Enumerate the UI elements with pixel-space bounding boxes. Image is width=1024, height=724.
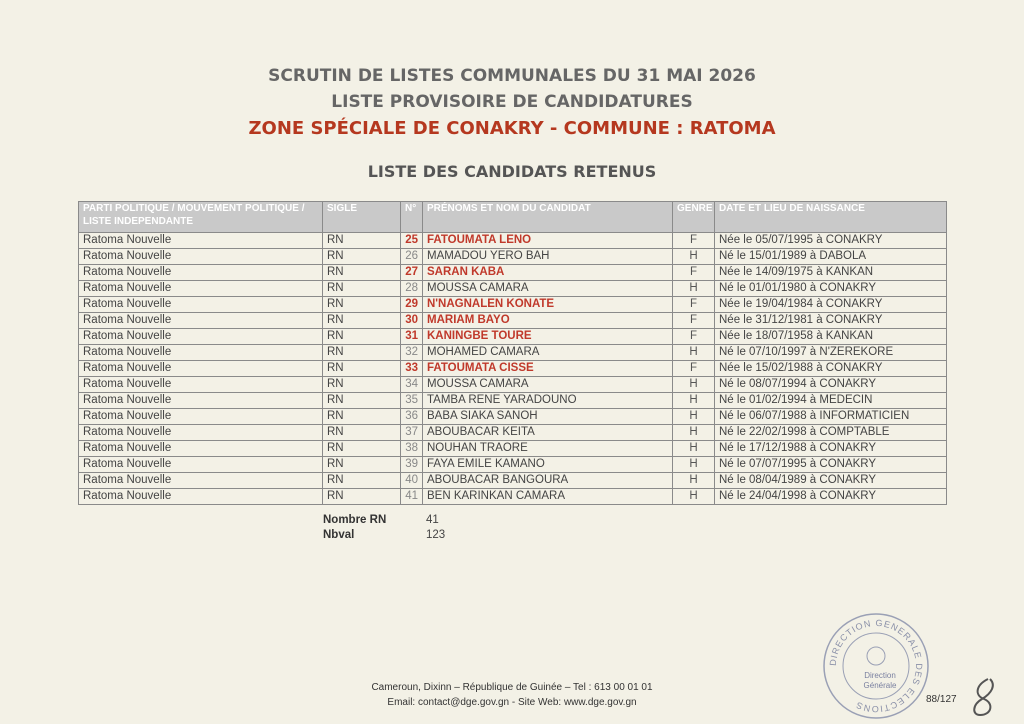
footer-address: Cameroun, Dixinn – République de Guinée – Tel : 613 00 01 01: [371, 682, 653, 693]
cell-party: Ratoma Nouvelle: [79, 377, 323, 393]
table-row: [79, 409, 947, 425]
cell-name: ABOUBACAR BANGOURA: [423, 473, 673, 489]
page-number: 88/127: [926, 694, 957, 705]
cell-number: 25: [401, 233, 423, 249]
cell-sigle: RN: [323, 329, 401, 345]
section-title: LISTE DES CANDIDATS RETENUS: [367, 162, 657, 181]
cell-birth: Née le 31/12/1981 à CONAKRY: [715, 313, 947, 329]
cell-party: Ratoma Nouvelle: [79, 361, 323, 377]
cell-name: MOUSSA CAMARA: [423, 377, 673, 393]
cell-name: BABA SIAKA SANOH: [423, 409, 673, 425]
cell-birth: Né le 17/12/1988 à CONAKRY: [715, 441, 947, 457]
cell-birth: Née le 18/07/1958 à KANKAN: [715, 329, 947, 345]
cell-birth: Né le 24/04/1998 à CONAKRY: [715, 489, 947, 505]
cell-genre: F: [673, 265, 715, 281]
cell-sigle: RN: [323, 489, 401, 505]
cell-party: Ratoma Nouvelle: [79, 265, 323, 281]
cell-number: 29: [401, 297, 423, 313]
cell-name: NOUHAN TRAORE: [423, 441, 673, 457]
cell-birth: Né le 07/07/1995 à CONAKRY: [715, 457, 947, 473]
stamp-ring-text: DIRECTION GENERALE DES ELECTIONS: [827, 617, 925, 715]
cell-sigle: RN: [323, 233, 401, 249]
cell-number: 39: [401, 457, 423, 473]
table-row: [79, 249, 947, 265]
table-row: [79, 265, 947, 281]
table-row: [79, 361, 947, 377]
cell-name: TAMBA RENE YARADOUNO: [423, 393, 673, 409]
cell-genre: H: [673, 377, 715, 393]
cell-number: 27: [401, 265, 423, 281]
cell-birth: Née le 19/04/1984 à CONAKRY: [715, 297, 947, 313]
stamp-center-line1: Direction: [864, 671, 896, 680]
cell-number: 35: [401, 393, 423, 409]
cell-party: Ratoma Nouvelle: [79, 473, 323, 489]
cell-genre: F: [673, 361, 715, 377]
cell-genre: F: [673, 297, 715, 313]
cell-sigle: RN: [323, 473, 401, 489]
summary-count-value: 41: [426, 514, 439, 526]
cell-genre: H: [673, 409, 715, 425]
cell-number: 38: [401, 441, 423, 457]
cell-number: 28: [401, 281, 423, 297]
cell-party: Ratoma Nouvelle: [79, 393, 323, 409]
table-row: [79, 457, 947, 473]
cell-number: 30: [401, 313, 423, 329]
title-zone: ZONE SPÉCIALE DE CONAKRY - COMMUNE : RATOMA: [248, 118, 776, 139]
table-row: [79, 233, 947, 249]
cell-name: BEN KARINKAN CAMARA: [423, 489, 673, 505]
cell-party: Ratoma Nouvelle: [79, 457, 323, 473]
footer-contact: Email: contact@dge.gov.gn - Site Web: www.dge.gov.gn: [387, 697, 637, 708]
cell-sigle: RN: [323, 281, 401, 297]
table-row: [79, 313, 947, 329]
cell-sigle: RN: [323, 297, 401, 313]
cell-sigle: RN: [323, 313, 401, 329]
cell-party: Ratoma Nouvelle: [79, 409, 323, 425]
cell-name: ABOUBACAR KEITA: [423, 425, 673, 441]
cell-birth: Née le 14/09/1975 à KANKAN: [715, 265, 947, 281]
cell-name: MARIAM BAYO: [423, 313, 673, 329]
cell-birth: Né le 15/01/1989 à DABOLA: [715, 249, 947, 265]
cell-name: MOHAMED CAMARA: [423, 345, 673, 361]
cell-genre: H: [673, 345, 715, 361]
col-header-party: PARTI POLITIQUE / MOUVEMENT POLITIQUE / LISTE INDEPENDANTE: [79, 202, 323, 233]
summary-nbval-label: Nbval: [323, 529, 355, 541]
cell-genre: H: [673, 393, 715, 409]
cell-party: Ratoma Nouvelle: [79, 441, 323, 457]
cell-sigle: RN: [323, 425, 401, 441]
cell-name: N'NAGNALEN KONATE: [423, 297, 673, 313]
cell-number: 32: [401, 345, 423, 361]
table-header-row: [79, 202, 947, 233]
cell-genre: H: [673, 489, 715, 505]
cell-party: Ratoma Nouvelle: [79, 425, 323, 441]
cell-genre: H: [673, 441, 715, 457]
cell-party: Ratoma Nouvelle: [79, 281, 323, 297]
cell-genre: H: [673, 457, 715, 473]
cell-birth: Né le 22/02/1998 à COMPTABLE: [715, 425, 947, 441]
candidates-table: [78, 201, 947, 505]
cell-sigle: RN: [323, 361, 401, 377]
table-row: [79, 345, 947, 361]
cell-party: Ratoma Nouvelle: [79, 249, 323, 265]
stamp-center-line2: Générale: [863, 681, 897, 690]
title-line-1: SCRUTIN DE LISTES COMMUNALES DU 31 MAI 2026: [268, 66, 756, 86]
cell-name: MAMADOU YERO BAH: [423, 249, 673, 265]
cell-name: KANINGBE TOURE: [423, 329, 673, 345]
cell-name: FAYA EMILE KAMANO: [423, 457, 673, 473]
cell-genre: H: [673, 249, 715, 265]
table-row: [79, 441, 947, 457]
cell-party: Ratoma Nouvelle: [79, 345, 323, 361]
cell-sigle: RN: [323, 409, 401, 425]
cell-sigle: RN: [323, 441, 401, 457]
cell-birth: Née le 15/02/1988 à CONAKRY: [715, 361, 947, 377]
cell-number: 36: [401, 409, 423, 425]
cell-genre: H: [673, 425, 715, 441]
cell-birth: Né le 01/02/1994 à MEDECIN: [715, 393, 947, 409]
table-row: [79, 297, 947, 313]
cell-number: 26: [401, 249, 423, 265]
col-header-genre: GENRE: [673, 202, 715, 233]
summary-nbval-value: 123: [426, 529, 446, 541]
cell-birth: Né le 08/04/1989 à CONAKRY: [715, 473, 947, 489]
cell-birth: Née le 05/07/1995 à CONAKRY: [715, 233, 947, 249]
cell-number: 31: [401, 329, 423, 345]
handwritten-signature: [966, 675, 1002, 719]
cell-birth: Né le 06/07/1988 à INFORMATICIEN: [715, 409, 947, 425]
cell-birth: Né le 08/07/1994 à CONAKRY: [715, 377, 947, 393]
cell-number: 41: [401, 489, 423, 505]
table-row: [79, 473, 947, 489]
cell-sigle: RN: [323, 377, 401, 393]
cell-name: MOUSSA CAMARA: [423, 281, 673, 297]
cell-number: 37: [401, 425, 423, 441]
cell-party: Ratoma Nouvelle: [79, 489, 323, 505]
table-row: [79, 377, 947, 393]
cell-party: Ratoma Nouvelle: [79, 313, 323, 329]
cell-party: Ratoma Nouvelle: [79, 297, 323, 313]
col-header-sigle: SIGLE: [323, 202, 401, 233]
cell-sigle: RN: [323, 393, 401, 409]
cell-genre: F: [673, 233, 715, 249]
table-row: [79, 489, 947, 505]
title-line-2: LISTE PROVISOIRE DE CANDIDATURES: [331, 92, 693, 112]
table-row: [79, 281, 947, 297]
cell-sigle: RN: [323, 265, 401, 281]
summary-count-label: Nombre RN: [323, 514, 387, 526]
cell-number: 40: [401, 473, 423, 489]
cell-name: FATOUMATA LENO: [423, 233, 673, 249]
cell-birth: Né le 07/10/1997 à N'ZEREKORE: [715, 345, 947, 361]
cell-genre: F: [673, 329, 715, 345]
col-header-birth: DATE ET LIEU DE NAISSANCE: [715, 202, 947, 233]
cell-sigle: RN: [323, 345, 401, 361]
cell-sigle: RN: [323, 457, 401, 473]
table-row: [79, 425, 947, 441]
cell-birth: Né le 01/01/1980 à CONAKRY: [715, 281, 947, 297]
cell-genre: F: [673, 313, 715, 329]
cell-sigle: RN: [323, 249, 401, 265]
cell-name: FATOUMATA CISSE: [423, 361, 673, 377]
cell-genre: H: [673, 281, 715, 297]
cell-number: 34: [401, 377, 423, 393]
cell-genre: H: [673, 473, 715, 489]
col-header-name: PRÉNOMS ET NOM DU CANDIDAT: [423, 202, 673, 233]
table-row: [79, 329, 947, 345]
cell-party: Ratoma Nouvelle: [79, 233, 323, 249]
cell-number: 33: [401, 361, 423, 377]
table-row: [79, 393, 947, 409]
col-header-number: N°: [401, 202, 423, 233]
cell-party: Ratoma Nouvelle: [79, 329, 323, 345]
cell-name: SARAN KABA: [423, 265, 673, 281]
